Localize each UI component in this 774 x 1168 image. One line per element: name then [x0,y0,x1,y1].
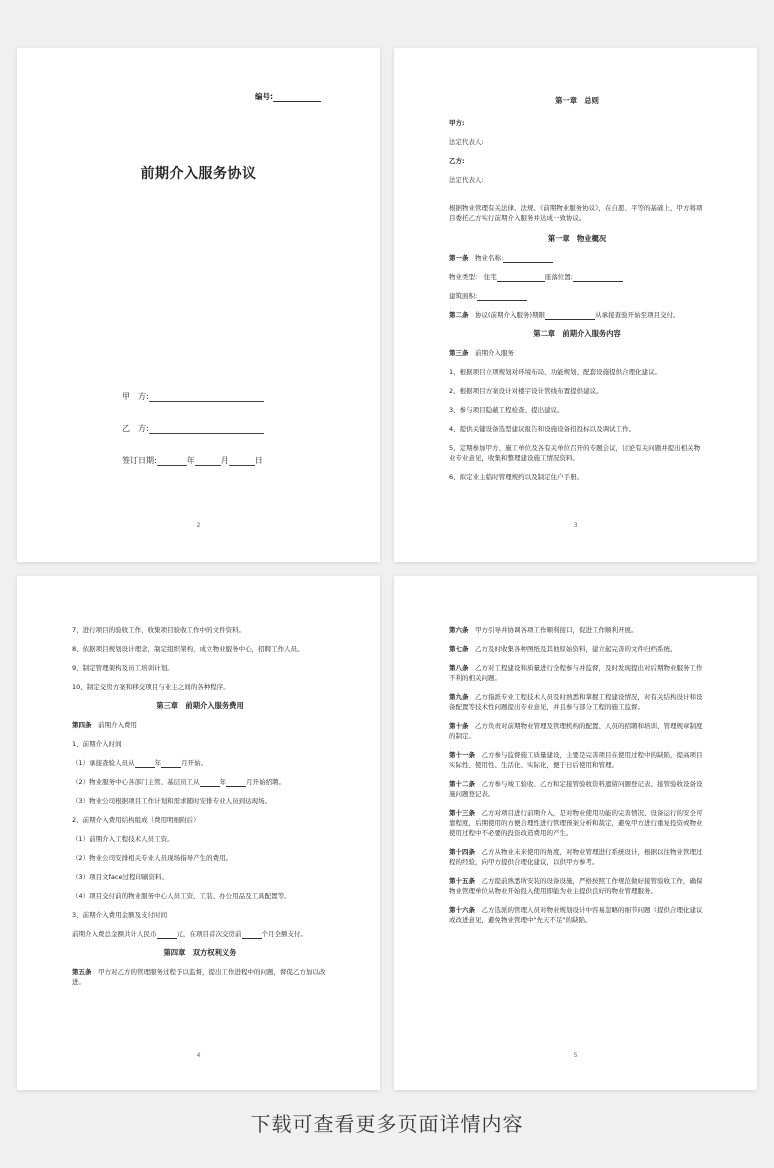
list-item: 2、前期介入费用结构组成（费用明细附后） [72,816,200,824]
list-item [72,929,328,939]
contract-number [255,91,321,102]
article-label: 第十一条 [449,751,475,759]
blank [226,779,246,787]
contract-number-label: 编号: [255,92,273,101]
party-b-line [122,423,264,434]
contract-number-blank [273,94,321,102]
list-item: 4、提供关键设备选型建议报告和设施设备招投标以及调试工作。 [449,425,636,433]
property-type-label: 物业类型: 住宅 [449,273,497,281]
list-item: 2、根据项目方案设计对楼宇设计管线布置提供建议。 [449,387,603,395]
sign-date-line [122,455,263,466]
article [449,847,705,867]
page-5 [394,576,757,1090]
article-text: 乙方对项目进行前期介入，是对物业使用功能的完善情况、设备运行的安全可靠程度，后期使用的方便合理性进行管理预案分析和裁定，避免甲方进行重复投资或物业使用过程中不必要的投资改造费用的产生。 [449,809,703,837]
article-label: 第六条 [449,626,469,634]
article-title: 前期介入服务 [475,349,514,357]
blank [497,274,545,282]
property-location-label: 座落位置: [544,273,573,281]
page-2-cover [17,48,380,562]
article-2 [449,310,705,329]
list-item: 7、进行项目的验收工作，收集项目验收工作中的文件资料。 [72,626,246,634]
article [449,779,705,799]
article-text: 乙方参与监督施工质量建设，主要是完善项目在使用过程中的缺陷，提高项目实际性、使用性、生活化、实际化，便于日后使用和管理。 [449,751,703,769]
article-label: 第十三条 [449,809,475,817]
list-item [72,777,328,796]
article-text: 乙方提前熟悉所安装的设备设施，严格按照工作规范做好接管验收工作，确保物业管理单位从物业开始投入使用即能为业主提供良好的物业管理服务。 [449,877,703,895]
text: （2）物业服务中心各部门主管、基层员工从 [72,778,200,786]
list-item: 6、拟定业主临时管理规约以及制定住户手册。 [449,473,584,481]
property-name-label: 物业名称: [475,254,504,262]
year-blank [157,457,187,466]
list-item [72,758,328,777]
chapter-4-heading: 第四章 双方权利义务 [163,948,237,957]
blank [161,760,181,768]
blank [135,760,155,768]
list-item: （1）前期介入工程技术人员工资。 [72,835,174,843]
building-area-line [449,291,705,310]
party-a-line [122,391,264,402]
page-number: 5 [573,1052,578,1059]
article-label: 第四条 [72,721,92,729]
download-caption: 下载可查看更多页面详情内容 [250,1112,524,1136]
month-label: 月 [220,456,229,465]
blank [200,779,220,787]
page-number: 2 [196,522,201,529]
article-text: 乙方从物业未来使用的角度，对物业管理进行系统设计，根据以往物业管理过程的经验，向甲方提供合理化建议，以供甲方参考。 [449,848,703,866]
article-text: 乙方负责对前期物业管理及管理机构的配置、人员的招聘和培训、管理规章制度的制定。 [449,722,703,740]
year-label: 年 [186,456,195,465]
article [449,644,705,663]
article-text: 乙方选派的管理人员对物业规划设计中容易忽略的细节问题（提供合理化建议或改进意见，避免物业管理中"先天不足"的缺陷。 [449,906,703,924]
article-label: 第一条 [449,254,469,262]
list-item: 3、参与项目隐蔽工程检查、提出建议。 [449,406,564,414]
preamble: 根据物业管理有关法律、法规、《前期物业服务协议》，在自愿、平等的基础上，甲方将项目委托乙方实行前期介入服务并达成一致协议。 [449,204,703,222]
day-blank [229,457,255,466]
chapter-2-heading: 第二章 前期介入服务内容 [533,329,621,338]
party-a-label: 甲方: [449,119,465,127]
article-label: 第十条 [449,722,469,730]
page-4 [17,576,380,1090]
text: 月开始。 [181,759,208,767]
article-label: 第九条 [449,693,469,701]
text: （1）承接查验人员从 [72,759,135,767]
list-item: 3、前期介入费用金额及支付时间 [72,911,168,919]
list-item: 9、制定管理架构及员工培训计划。 [72,664,174,672]
article [449,625,705,644]
party-b-blank [149,425,264,434]
article-text: 甲方对乙方的管理服务过程予以监督，提出工作进程中的问题，督促乙方加以改进。 [72,968,326,986]
blank [573,274,623,282]
article-5 [72,967,328,987]
article-label: 第十六条 [449,906,475,914]
list-item: （2）物业公司安排相关专业人员现场指导产生的费用。 [72,854,233,862]
list-item: （4）项目交付前的物业服务中心人员工资、工装、办公用品及工具配置等。 [72,892,291,900]
article-title: 前期介入费用 [98,721,137,729]
article-label: 第十四条 [449,848,475,856]
month-blank [195,457,221,466]
article-label: 第八条 [449,664,469,672]
list-item: 10、制定交房方案和移交项目与业主之间的各种程序。 [72,683,230,691]
building-area-label: 建筑面积: [449,292,478,300]
chapter-general-heading: 第一章 总则 [555,96,599,105]
article-1 [449,253,705,272]
page-5-content [449,625,705,934]
article-text: 从承接查验开始至项目交付。 [595,311,680,319]
party-b-label: 乙方: [449,157,465,165]
property-type-line [449,272,705,291]
page-4-content [72,625,328,996]
article-label: 第七条 [449,645,469,653]
list-item: 1、根据项目立项规划对环境布局、功能规划、配套设施提供合理化建议。 [449,368,662,376]
article-label: 第十五条 [449,877,475,885]
page-number: 3 [573,522,578,529]
chapter-3-heading: 第三章 前期介入服务费用 [156,701,244,710]
rep-a-label: 法定代表人: [449,138,484,146]
blank [477,293,527,301]
article-4 [72,720,328,739]
party-a-blank [149,393,264,402]
article [449,721,705,741]
document-title: 前期介入服务协议 [140,166,257,182]
list-item: （3）项目文face过程印刷资料。 [72,873,168,881]
article [449,876,705,896]
list-item: （3）物业公司根据项目工作计划和需求随时安排专业人员到达现场。 [72,797,272,805]
article [449,750,705,770]
page-3 [394,48,757,562]
article-text: 乙方及时收集各种图纸及其他原始资料，建立起完善的文件归档系统。 [475,645,677,653]
article-text: 协议(前期介入服务)期限 [475,311,546,319]
article-label: 第二条 [449,311,469,319]
blank [503,255,553,263]
sign-date-label: 签订日期: [122,456,157,465]
article-text: 甲方引导并协调各项工作顺利接口，促进工作顺利开展。 [475,626,638,634]
article-label: 第五条 [72,968,92,976]
article-text: 乙方指派专业工程技术人员及时熟悉和掌握工程建设情况，对有关结构设计和设备配置等技术性问题提出专业意见，并且参与部分工程的施工监督。 [449,693,703,711]
article [449,663,705,683]
text: 年 [219,778,227,786]
article-3 [449,348,705,367]
text: 前期介入费总金额共计人民币 [72,930,157,938]
text: 元，在项目首次交房前 [176,930,242,938]
list-item: 8、依据项目规划设计理念，制定组织架构，成立物业服务中心，招聘工作人员。 [72,645,304,653]
text: 个月全额支付。 [261,930,307,938]
list-item: 1、前期介入时间 [72,740,122,748]
day-label: 日 [254,456,263,465]
party-b-label: 乙 方: [122,424,149,433]
chapter-1-heading: 第一章 物业概况 [547,234,607,243]
page-3-content [449,96,705,491]
page-number: 4 [196,1052,201,1059]
text: 年 [154,759,162,767]
article [449,905,705,925]
article [449,808,705,838]
blank [242,931,262,939]
party-a-label: 甲 方: [122,392,149,401]
blank [157,931,177,939]
article-text: 乙方参与竣工验收、乙方和定接管验收资料遗留问题登记表、接管验收设备设施问题登记表。 [449,780,703,798]
text: 月开始招聘。 [246,778,286,786]
article-label: 第三条 [449,349,469,357]
article [449,692,705,712]
blank [545,312,595,320]
list-item: 5、定期参加甲方、施工单位及各有关单位召开的专题会议，讨论有关问题并提出相关物业专业意见，收集和整理建设施工情况资料。 [449,444,701,462]
article-label: 第十二条 [449,780,475,788]
article-text: 乙方对工程建设和质量进行全程参与并监督，及时发现提出对后期物业服务工作不利的相关问题。 [449,664,703,682]
rep-b-label: 法定代表人: [449,176,484,184]
